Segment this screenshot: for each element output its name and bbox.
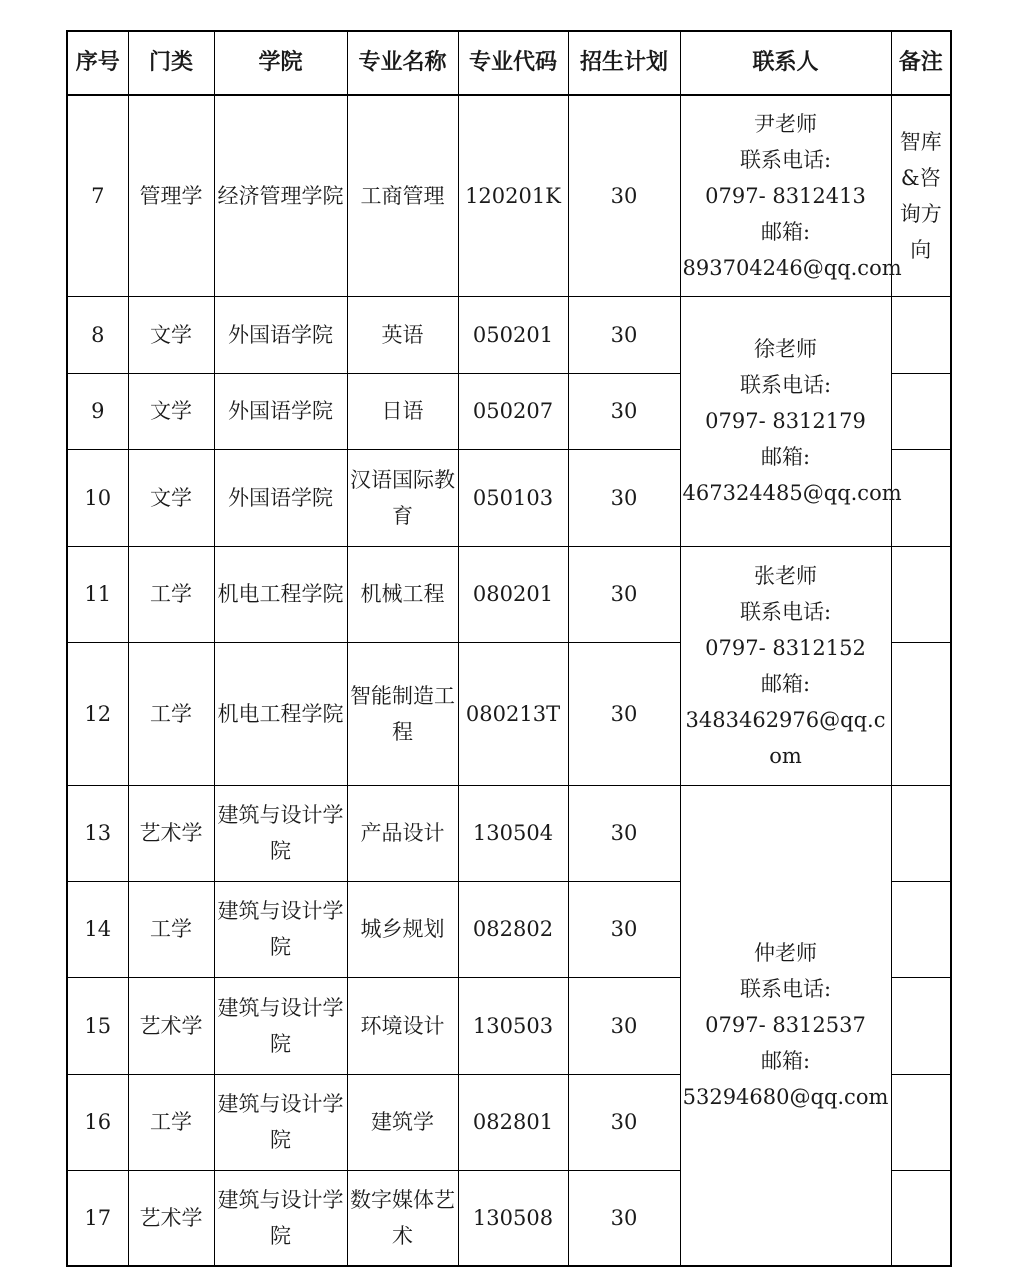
cell-no: 12 (67, 642, 128, 785)
header-major: 专业名称 (347, 31, 458, 95)
cell-plan: 30 (568, 977, 680, 1074)
cell-no: 16 (67, 1074, 128, 1170)
contact-email: 893704246@qq.com (682, 255, 902, 280)
contact-name: 仲老师 (754, 941, 817, 966)
cell-code: 050103 (458, 449, 568, 546)
cell-code: 082801 (458, 1074, 568, 1170)
contact-phone: 0797- 8312413 (705, 183, 866, 208)
header-plan: 招生计划 (568, 31, 680, 95)
cell-code: 130504 (458, 785, 568, 881)
cell-category: 文学 (128, 296, 214, 373)
cell-code: 080201 (458, 546, 568, 642)
cell-college: 外国语学院 (214, 296, 347, 373)
contact-email-label: 邮箱: (760, 671, 811, 696)
header-college: 学院 (214, 31, 347, 95)
cell-remark (891, 642, 951, 785)
contact-cell (680, 95, 902, 296)
table-row (67, 296, 951, 373)
contact-phone-label: 联系电话: (739, 599, 832, 624)
cell-plan: 30 (568, 642, 680, 785)
contact-name: 张老师 (754, 563, 817, 588)
cell-remark (891, 296, 951, 373)
cell-code: 080213T (458, 642, 568, 785)
cell-major: 环境设计 (347, 977, 458, 1074)
enrollment-plan-table (66, 30, 952, 1267)
contact-name: 尹老师 (754, 111, 817, 136)
cell-code: 050201 (458, 296, 568, 373)
contact-phone-label: 联系电话: (739, 147, 832, 172)
contact-email: 53294680@qq.com (682, 1085, 889, 1110)
cell-no: 10 (67, 449, 128, 546)
header-code: 专业代码 (458, 31, 568, 95)
cell-plan: 30 (568, 373, 680, 449)
contact-phone: 0797- 8312152 (705, 635, 866, 660)
cell-remark (891, 881, 951, 977)
cell-college: 经济管理学院 (214, 95, 347, 296)
contact-phone: 0797- 8312537 (705, 1013, 866, 1038)
cell-code: 120201K (458, 95, 568, 296)
cell-no: 15 (67, 977, 128, 1074)
contact-email-label: 邮箱: (760, 219, 811, 244)
cell-major: 智能制造工程 (347, 642, 458, 785)
contact-email: 3483462976@qq.com (685, 707, 886, 768)
contact-phone-label: 联系电话: (739, 977, 832, 1002)
contact-name: 徐老师 (754, 337, 817, 361)
cell-remark (891, 785, 951, 881)
cell-code: 082802 (458, 881, 568, 977)
cell-major: 城乡规划 (347, 881, 458, 977)
cell-category: 艺术学 (128, 977, 214, 1074)
cell-college: 机电工程学院 (214, 546, 347, 642)
contact-email-label: 邮箱: (760, 445, 811, 469)
contact-phone: 0797- 8312179 (705, 409, 866, 433)
cell-category: 工学 (128, 642, 214, 785)
cell-plan: 30 (568, 449, 680, 546)
cell-major: 工商管理 (347, 95, 458, 296)
cell-major: 产品设计 (347, 785, 458, 881)
cell-category: 工学 (128, 546, 214, 642)
cell-plan: 30 (568, 1074, 680, 1170)
cell-major: 英语 (347, 296, 458, 373)
cell-remark (891, 373, 951, 449)
table-row (67, 546, 951, 642)
cell-no: 13 (67, 785, 128, 881)
cell-no: 14 (67, 881, 128, 977)
cell-major: 建筑学 (347, 1074, 458, 1170)
table-row (67, 785, 951, 881)
cell-plan: 30 (568, 546, 680, 642)
cell-major: 日语 (347, 373, 458, 449)
cell-no: 17 (67, 1170, 128, 1266)
cell-college: 外国语学院 (214, 449, 347, 546)
cell-category: 管理学 (128, 95, 214, 296)
cell-remark (891, 546, 951, 642)
header-category: 门类 (128, 31, 214, 95)
cell-category: 工学 (128, 881, 214, 977)
cell-college: 建筑与设计学院 (214, 977, 347, 1074)
cell-category: 艺术学 (128, 1170, 214, 1266)
cell-no: 8 (67, 296, 128, 373)
cell-college: 建筑与设计学院 (214, 881, 347, 977)
table-header-row (67, 31, 951, 95)
cell-college: 机电工程学院 (214, 642, 347, 785)
cell-no: 7 (67, 95, 128, 296)
table-row (67, 95, 951, 296)
contact-phone-label: 联系电话: (739, 373, 832, 397)
header-no: 序号 (67, 31, 128, 95)
cell-remark (891, 1170, 951, 1266)
contact-email-label: 邮箱: (760, 1049, 811, 1074)
cell-college: 建筑与设计学院 (214, 1074, 347, 1170)
cell-plan: 30 (568, 95, 680, 296)
cell-plan: 30 (568, 296, 680, 373)
cell-major: 汉语国际教育 (347, 449, 458, 546)
cell-remark: 智库&咨询方向 (891, 95, 951, 296)
contact-email: 467324485@qq.com (682, 481, 902, 505)
cell-code: 130508 (458, 1170, 568, 1266)
cell-category: 文学 (128, 373, 214, 449)
contact-cell (680, 296, 902, 546)
cell-remark (891, 977, 951, 1074)
cell-code: 050207 (458, 373, 568, 449)
cell-major: 机械工程 (347, 546, 458, 642)
cell-plan: 30 (568, 785, 680, 881)
cell-no: 9 (67, 373, 128, 449)
cell-plan: 30 (568, 1170, 680, 1266)
cell-category: 文学 (128, 449, 214, 546)
cell-college: 建筑与设计学院 (214, 1170, 347, 1266)
cell-category: 艺术学 (128, 785, 214, 881)
header-remark: 备注 (891, 31, 951, 95)
contact-cell (680, 546, 891, 785)
cell-college: 建筑与设计学院 (214, 785, 347, 881)
cell-major: 数字媒体艺术 (347, 1170, 458, 1266)
cell-category: 工学 (128, 1074, 214, 1170)
cell-college: 外国语学院 (214, 373, 347, 449)
cell-plan: 30 (568, 881, 680, 977)
cell-remark (891, 1074, 951, 1170)
cell-no: 11 (67, 546, 128, 642)
contact-cell (680, 785, 891, 1266)
cell-code: 130503 (458, 977, 568, 1074)
header-contact: 联系人 (680, 31, 891, 95)
